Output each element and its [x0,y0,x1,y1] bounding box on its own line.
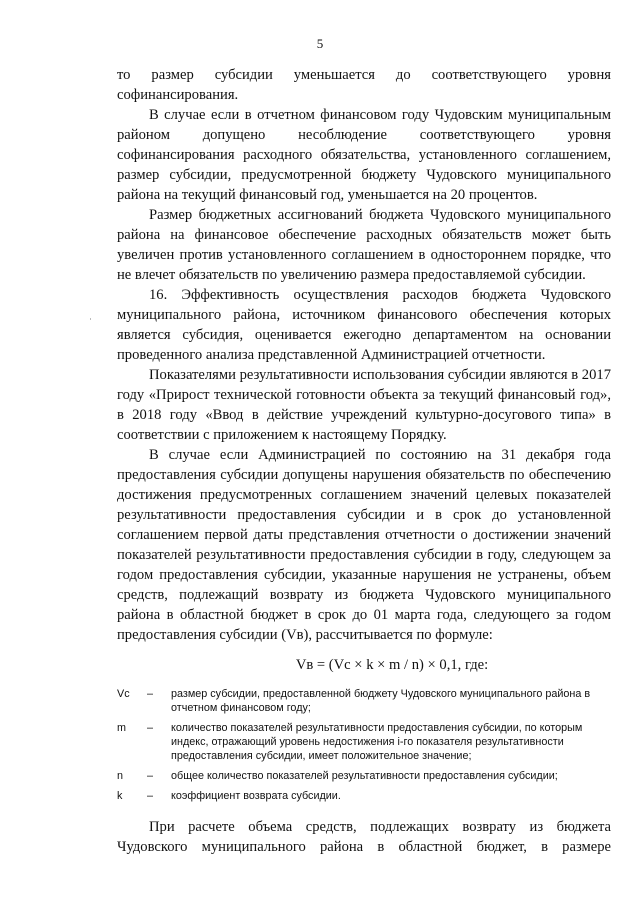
legend-symbol: m [117,722,126,734]
legend-dash: – [147,688,154,700]
paragraph-refund-calculation: При расчете объема средств, подлежащих возврату из бюджета Чудовского муниципального района в областной бюджет, в размере [117,819,611,855]
legend-description: размер субсидии, предоставленной бюджету Чудовского муниципального района в отчетном финансовом году; [171,688,591,714]
paragraph-item-16-efficiency: 16. Эффективность осуществления расходов бюджета Чудовского муниципального района, источником финансового обеспечения которых является субсидия, оценивается ежегодно департаментом на основании проведенного анализа представленной Администрацией отчетности. [117,287,611,363]
legend-row-m [117,721,611,763]
paragraph-performance-indicators: Показателями результативности использования субсидии являются в 2017 году «Прирост технической готовности объекта за текущий финансовый год», в 2018 году «Ввод в действие учреждений культурно-досугового типа» в соответствии с приложением к настоящему Порядку. [117,367,611,443]
legend-row-n [117,769,611,783]
paragraph-continuation-tail: софинансирования. [117,87,239,103]
legend-description: коэффициент возврата субсидии. [171,790,341,802]
legend-symbol: Vc [117,688,130,700]
legend-dash: – [147,722,154,734]
legend-symbol: k [117,790,123,802]
paragraph-continuation [117,65,611,105]
legend-description: общее количество показателей результативности предоставления субсидии; [171,770,558,782]
paragraph-budget-allocations: Размер бюджетных ассигнований бюджета Чудовского муниципального района на финансовое обеспечение расходных обязательств может быть увеличен против установленного соглашением в одностороннем порядке, что не влечет обязательств по увеличению размера предоставляемой субсидии. [117,207,611,283]
legend-row-k [117,789,611,803]
refund-formula: Vв = (Vc × k × m / n) × 0,1, где: [295,657,489,673]
paragraph-cofinancing-violation: В случае если в отчетном финансовом году Чудовским муниципальным районом допущено несоблюдение соответствующего уровня софинансирования расходного обязательства, установленного соглашением, размер субсидии, предусмотренной бюджету Чудовского муниципального района на текущий финансовый год, уменьшается на 20 процентов. [117,107,611,203]
page-number: 5 [316,36,324,51]
legend-dash: – [147,790,154,802]
paragraph-refund-conditions: В случае если Администрацией по состоянию на 31 декабря года предоставления субсидии допущены нарушения обязательств по обеспечению достижения предусмотренных соглашением значений целевых показателей результативности предоставления субсидии и в срок до установленной соглашением первой даты представления отчетности о достижении значений показателей результативности предоставления субсидии в году, следующем за годом предоставления субсидии, указанные нарушения не устранены, объем средств, подлежащий возврату из бюджета Чудовского муниципального района в областной бюджет в срок до 01 марта года, следующего за годом предоставления субсидии (Vв), рассчитывается по формуле: [117,447,611,643]
legend-dash: – [147,770,154,782]
legend-description: количество показателей результативности предоставления субсидии, по которым индекс, отражающий уровень недостижения i-го показателя результативности предоставления субсидии, имеет положительное значение; [171,722,583,762]
margin-mark [90,318,91,320]
legend-row-vc [117,687,611,715]
paragraph-continuation-line: то размер субсидии уменьшается до соответствующего уровня [117,67,611,83]
legend-symbol: n [117,770,124,782]
formula-legend [117,687,611,803]
document-body [117,65,611,857]
